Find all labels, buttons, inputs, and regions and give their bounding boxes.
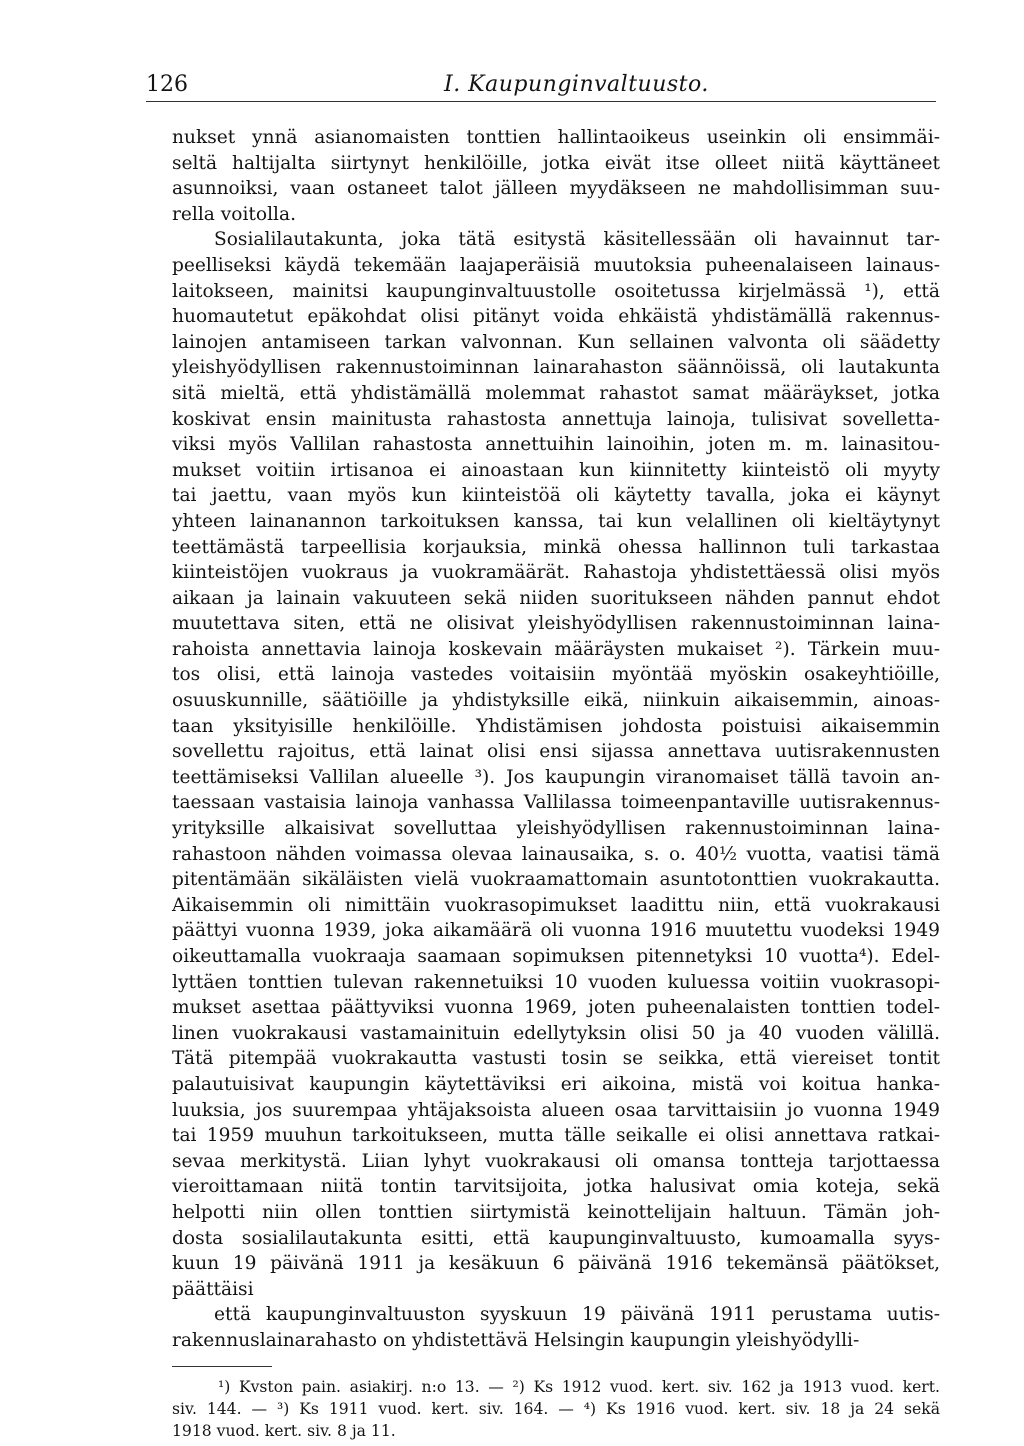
text-line: linen vuokrakausi vastamainituin edellytyksin olisi 50 ja 40 vuoden välillä. xyxy=(172,1022,940,1044)
text-line: teettämiseksi Vallilan alueelle ³). Jos kaupungin viranomaiset tällä tavoin an- xyxy=(172,766,940,788)
page-number: 126 xyxy=(146,72,188,97)
text-line: seltä haltijalta siirtynyt henkilöille, jotka eivät itse olleet niitä käyttäneet xyxy=(172,152,940,174)
text-line: oikeuttamalla vuokraaja saamaan sopimuksen pitennetyksi 10 vuotta⁴). Edel- xyxy=(172,946,940,967)
text-line: lyttäen tonttien tulevan rakennetuiksi 10 vuoden kuluessa voitiin vuokrasopi- xyxy=(172,971,940,993)
text-line: dosta sosialilautakunta esitti, että kaupunginvaltuusto, kumoamalla syys- xyxy=(172,1227,940,1249)
text-line: tos olisi, että lainoja vastedes voitaisiin myöntää myöskin osakeyhtiöille, xyxy=(172,664,940,686)
text-line: huomautetut epäkohdat olisi pitänyt voida ehkäistä yhdistämällä rakennus- xyxy=(172,306,940,328)
text-line: tai 1959 muuhun tarkoitukseen, mutta tälle seikalle ei olisi annettava ratkai- xyxy=(172,1125,940,1147)
text-line: rahastoon nähden voimassa olevaa lainausaika, s. o. 40½ vuotta, vaatisi tämä xyxy=(172,843,940,865)
footnote-line: 1918 vuod. kert. siv. 8 ja 11. xyxy=(172,1422,396,1440)
text-line: laitokseen, mainitsi kaupunginvaltuustolle osoitetussa kirjelmässä ¹), että xyxy=(172,280,940,302)
text-line: vieroittamaan niitä tontin tarvitsijoita, jotka halusivat omia koteja, sekä xyxy=(172,1176,940,1198)
text-line: palautuisivat kaupungin käytettäviksi eri aikoina, mistä voi koitua hanka- xyxy=(172,1073,940,1095)
footnote-line: ¹) Kvston pain. asiakirj. n:o 13. — ²) Ks 1912 vuod. kert. siv. 162 ja 1913 vuod. kert. xyxy=(218,1378,940,1396)
footnote-rule xyxy=(172,1366,272,1367)
text-line: Aikaisemmin oli nimittäin vuokrasopimukset laadittu niin, että vuokrakausi xyxy=(172,894,940,916)
text-line: osuuskunnille, säätiöille ja yhdistyksille eikä, niinkuin aikaisemmin, ainoas- xyxy=(172,690,940,712)
header-rule xyxy=(146,101,936,102)
text-line: teettämästä tarpeellisia korjauksia, minkä ohessa hallinnon tuli tarkastaa xyxy=(172,536,940,558)
text-line: muutettava siten, että ne olisivat yleishyödyllisen rakennustoiminnan laina- xyxy=(172,613,940,635)
text-line: yhteen lainanannon tarkoituksen kanssa, tai kun velallinen oli kieltäytynyt xyxy=(172,510,940,532)
running-title: I. Kaupunginvaltuusto. xyxy=(444,72,709,97)
text-line: Sosialilautakunta, joka tätä esitystä käsitellessään oli havainnut tar- xyxy=(214,229,940,251)
text-line: rakennuslainarahasto on yhdistettävä Helsingin kaupungin yleishyödylli- xyxy=(172,1329,860,1351)
text-line: päättyi vuonna 1939, joka aikamäärä oli vuonna 1916 muutettu vuodeksi 1949 xyxy=(172,920,940,942)
text-line: sitä mieltä, että yhdistämällä molemmat rahastot samat määräykset, jotka xyxy=(172,382,940,404)
text-line: pitentämään sikäläisten vielä vuokraamattomain asuntotonttien vuokrakautta. xyxy=(172,869,940,891)
footnotes xyxy=(172,1376,940,1442)
text-line: asunnoiksi, vaan ostaneet talot jälleen myydäkseen ne mahdollisimman suu- xyxy=(172,178,940,200)
text-line: mukset asettaa päättyviksi vuonna 1969, joten puheenalaisten tonttien todel- xyxy=(172,997,940,1019)
text-line: kiinteistöjen vuokraus ja vuokramäärät. Rahastoja yhdistettäessä olisi myös xyxy=(172,562,940,584)
text-line: sevaa merkitystä. Liian lyhyt vuokrakausi oli omansa tontteja tarjottaessa xyxy=(172,1150,940,1172)
text-line: viksi myös Vallilan rahastosta annettuihin lainoihin, joten m. m. lainasitou- xyxy=(172,434,940,456)
text-line: rahoista annettavia lainoja koskevain määräysten mukaiset ²). Tärkein muu- xyxy=(172,638,940,660)
text-line: luuksia, jos suurempaa yhtäjaksoista alueen osaa tarvittaisiin jo vuonna 1949 xyxy=(172,1099,940,1121)
text-line: peelliseksi käydä tekemään laajaperäisiä muutoksia puheenalaiseen lainaus- xyxy=(172,254,940,276)
text-line: yleishyödyllisen rakennustoiminnan lainarahaston säännöissä, oli lautakunta xyxy=(172,357,940,379)
footnote-line: siv. 144. — ³) Ks 1911 vuod. kert. siv. 164. — ⁴) Ks 1916 vuod. kert. siv. 18 ja 24 sekä xyxy=(172,1400,940,1418)
page-header xyxy=(146,72,936,102)
text-line: taan yksityisille henkilöille. Yhdistämisen johdosta poistuisi aikaisemmin xyxy=(172,715,940,737)
body-text xyxy=(172,125,940,1354)
text-line: kuun 19 päivänä 1911 ja kesäkuun 6 päivänä 1916 tekemänsä päätökset, xyxy=(172,1253,940,1275)
text-line: mukset voitiin irtisanoa ei ainoastaan kun kiinnitetty kiinteistö oli myyty xyxy=(172,459,940,481)
text-line: helpotti niin ollen tonttien siirtymistä keinottelijain haltuun. Tämän joh- xyxy=(172,1201,940,1223)
text-line: taessaan vastaisia lainoja vanhassa Vallilassa toimeenpantaville uutisrakennus- xyxy=(172,792,940,814)
text-line: rella voitolla. xyxy=(172,203,296,225)
text-line: sovellettu rajoitus, että lainat olisi ensi sijassa annettava uutisrakennusten xyxy=(172,741,940,763)
text-line: lainojen antamiseen tarkan valvonnan. Kun sellainen valvonta oli säädetty xyxy=(172,331,940,353)
text-line: että kaupunginvaltuuston syyskuun 19 päivänä 1911 perustama uutis- xyxy=(214,1304,940,1326)
text-line: koskivat ensin mainitusta rahastosta annettuja lainoja, tulisivat sovelletta- xyxy=(172,408,940,430)
text-line: tai jaettu, vaan myös kun kiinteistöä oli käytetty tavalla, joka ei käynyt xyxy=(172,485,940,507)
text-line: nukset ynnä asianomaisten tonttien hallintaoikeus useinkin oli ensimmäi- xyxy=(172,127,940,148)
text-line: yrityksille alkaisivat sovelluttaa yleishyödyllisen rakennustoiminnan laina- xyxy=(172,818,940,840)
text-line: päättäisi xyxy=(172,1278,254,1300)
text-line: aikaan ja lainain vakuuteen sekä niiden suoritukseen nähden pannut ehdot xyxy=(172,587,940,609)
text-line: Tätä pitempää vuokrakautta vastusti tosin se seikka, että viereiset tontit xyxy=(172,1048,940,1070)
